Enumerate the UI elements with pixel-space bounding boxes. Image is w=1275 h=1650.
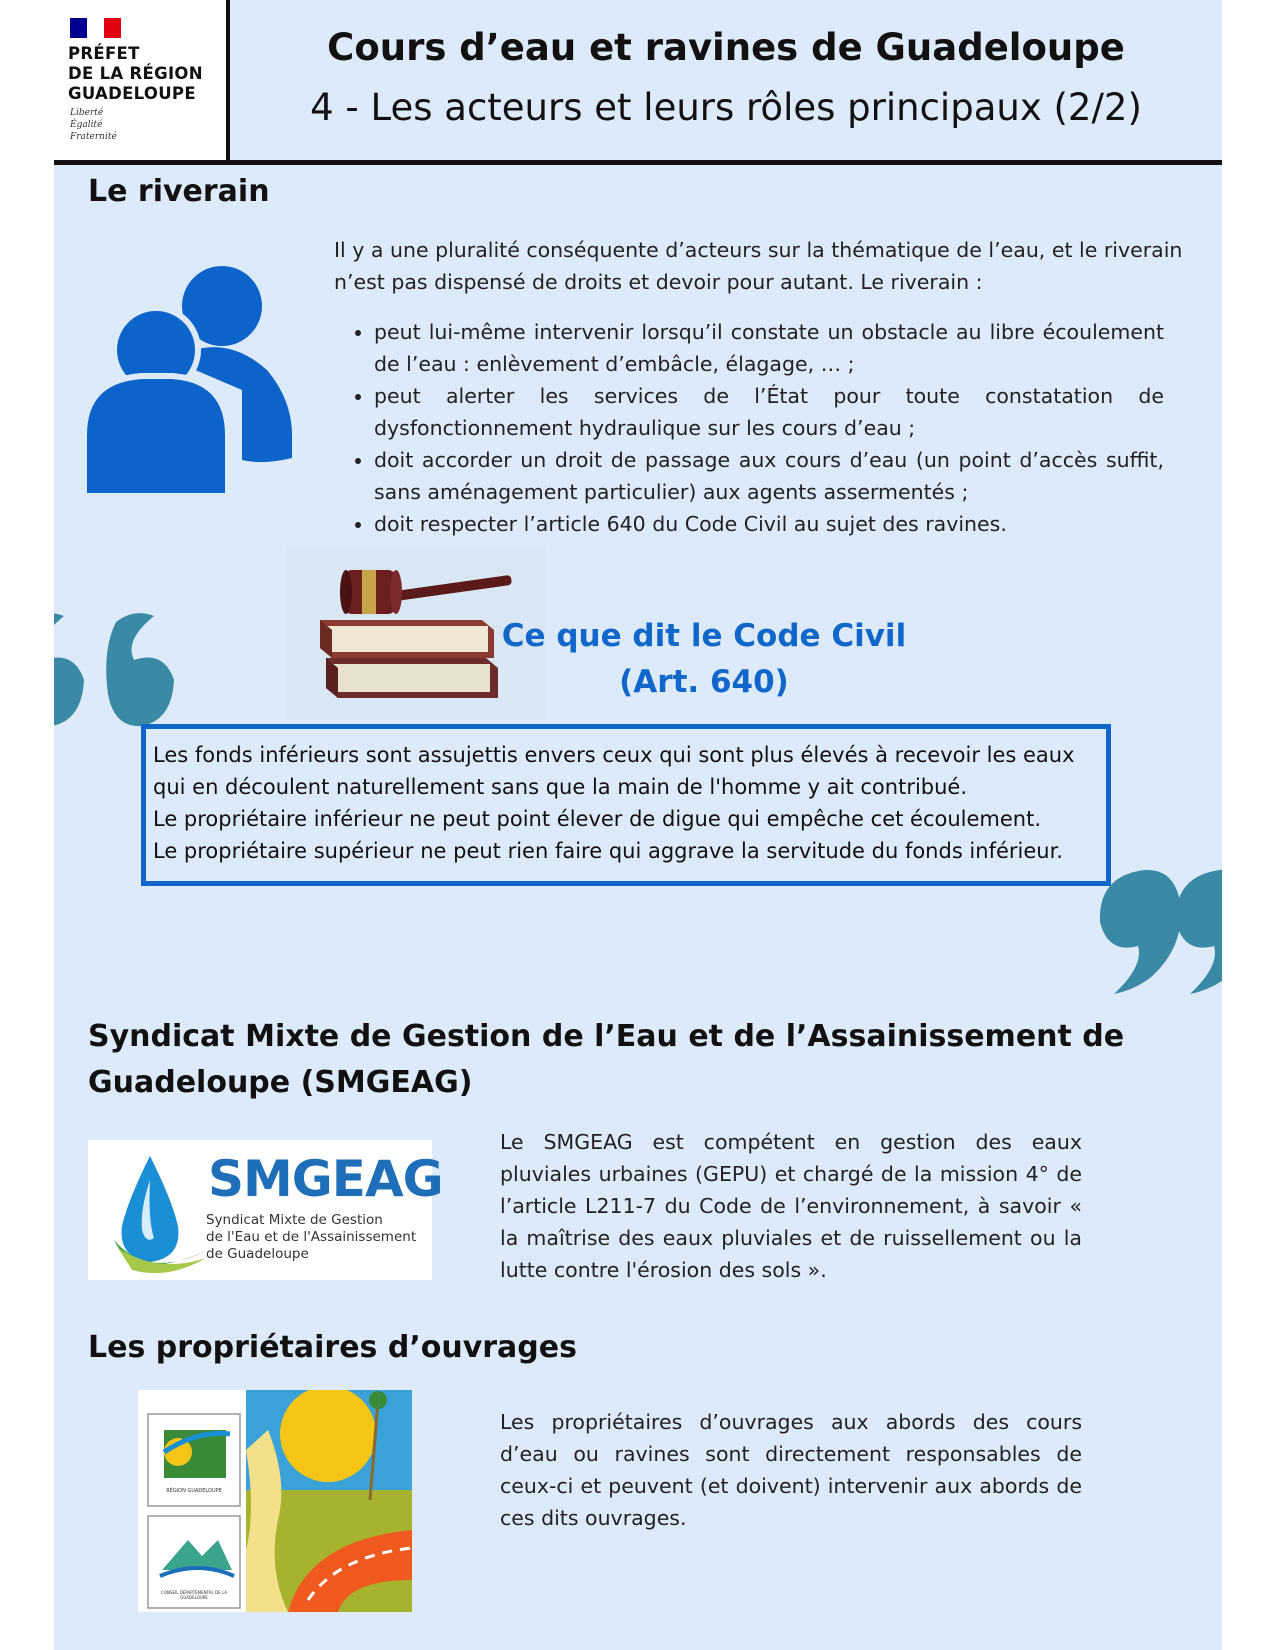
smgeag-text: Le SMGEAG est compétent en gestion des eaux pluviales urbaines (GEPU) et chargé de la mission 4° de l’article L211-7 du Code de l’environnement, à savoir « la maîtrise des eaux pluviales et de ruissellement ou la lutte contre l'érosion des sols ». [500, 1130, 1082, 1282]
header [54, 0, 1222, 165]
logo-line1: PRÉFET [68, 44, 140, 63]
quote-line: Le propriétaire supérieur ne peut rien faire qui aggrave la servitude du fonds inférieur. [153, 839, 1063, 863]
riverain-intro: Il y a une pluralité conséquente d’acteurs sur la thématique de l’eau, et le riverain n’est pas dispensé de droits et devoir pour autant. Le riverain : [334, 238, 1183, 294]
smgeag-logo-name: SMGEAG [208, 1150, 443, 1208]
close-quote-icon [1094, 866, 1222, 996]
page-subtitle: 4 - Les acteurs et leurs rôles principaux (2/2) [310, 86, 1142, 129]
riverain-bullets [334, 316, 1164, 540]
list-item: • peut lui-même intervenir lorsqu’il constate un obstacle au libre écoulement de l’eau : enlèvement d’embâcle, élagage, … ; [374, 316, 1164, 380]
smgeag-logo-tag2: de l'Eau et de l'Assainissement [206, 1229, 417, 1245]
logo-line2: DE LA RÉGION [68, 64, 203, 83]
quote-line: qui en découlent naturellement sans que la main de l'homme y ait contribué. [153, 775, 968, 799]
list-item: • doit accorder un droit de passage aux cours d’eau (un point d’accès suffit, sans aménagement particulier) aux agents assermentés ; [374, 444, 1164, 508]
collectivites-logos-image [138, 1390, 412, 1612]
people-icon [82, 260, 292, 500]
motto1: Liberté [70, 108, 104, 118]
smgeag-logo [88, 1140, 443, 1280]
page-title: Cours d’eau et ravines de Guadeloupe [327, 26, 1125, 69]
title-area [230, 0, 1222, 160]
quote-line: Le propriétaire inférieur ne peut point élever de digue qui empêche cet écoulement. [153, 807, 1041, 831]
list-item: • peut alerter les services de l’État pour toute constatation de dysfonctionnement hydraulique sur les cours d’eau ; [374, 380, 1164, 444]
smgeag-heading-line2: Guadeloupe (SMGEAG) [88, 1065, 473, 1100]
logo-line3: GUADELOUPE [68, 84, 196, 103]
smgeag-logo-tag3: de Guadeloupe [206, 1246, 309, 1262]
smgeag-logo-tagline [206, 1212, 416, 1263]
proprietaires-text: Les propriétaires d’ouvrages aux abords des cours d’eau ou ravines sont directement responsables de ceux-ci et peuvent (et doivent) intervenir aux abords de ces dits ouvrages. [500, 1410, 1082, 1530]
region-logo-label: RÉGION GUADELOUPE [166, 1488, 222, 1494]
code-civil-title-line1: Ce que dit le Code Civil [501, 618, 907, 654]
code-civil-title [494, 613, 914, 705]
motto3: Fraternité [70, 132, 117, 142]
motto2: Égalité [70, 120, 103, 130]
quote-line: Les fonds inférieurs sont assujettis envers ceux qui sont plus élevés à recevoir les eaux [153, 743, 1075, 767]
proprietaires-heading: Les propriétaires d’ouvrages [88, 1330, 577, 1365]
page [54, 0, 1222, 1650]
dept-logo-label: CONSEIL DÉPARTEMENTAL DE LA GUADELOUPE [161, 1590, 227, 1600]
smgeag-heading [88, 1014, 1168, 1106]
smgeag-heading-line1: Syndicat Mixte de Gestion de l’Eau et de l’Assainissement de [88, 1019, 1125, 1054]
code-civil-quote [141, 724, 1111, 886]
riverain-heading: Le riverain [88, 174, 270, 209]
smgeag-logo-tag1: Syndicat Mixte de Gestion [206, 1212, 383, 1228]
code-civil-title-line2: (Art. 640) [619, 664, 789, 700]
prefet-logo [54, 0, 230, 160]
list-item: • doit respecter l’article 640 du Code Civil au sujet des ravines. [374, 508, 1164, 540]
quote-text [153, 739, 1113, 867]
french-flag-icon [70, 18, 122, 38]
